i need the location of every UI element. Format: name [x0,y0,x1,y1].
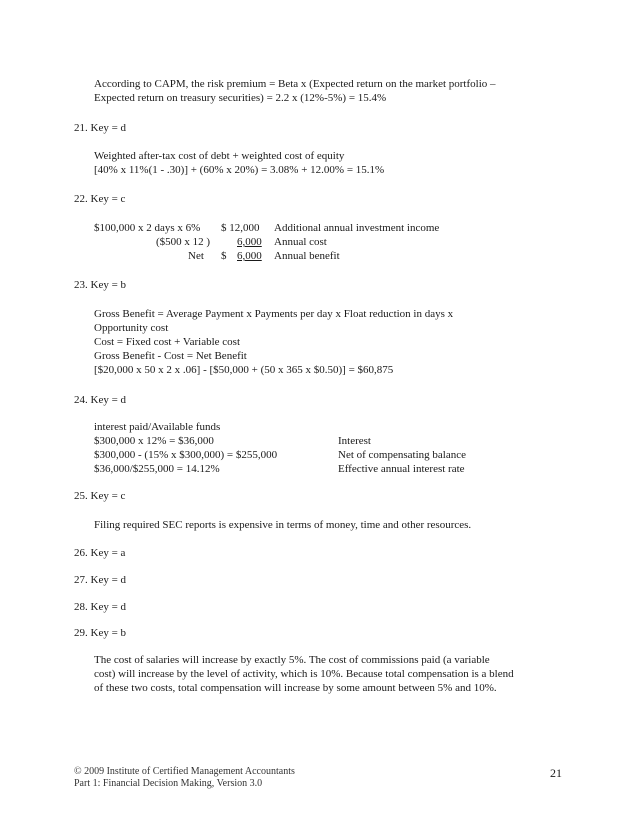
q24-line-1: interest paid/Available funds [94,421,221,433]
answer-key-25: 25. Key = c [74,490,126,502]
q22-row-3-desc: Annual benefit [274,250,340,262]
footer-copyright: © 2009 Institute of Certified Management Accountants [74,766,295,777]
q23-line-1: Gross Benefit = Average Payment x Payments per day x Float reduction in days x [94,308,454,320]
q23-line-5: [$20,000 x 50 x 2 x .06] - [$50,000 + (50 x 365 x $0.50)] = $60,875 [94,364,394,376]
q24-row-1-desc: Interest [338,435,371,447]
answer-key-26: 26. Key = a [74,547,126,559]
answer-key-23: 23. Key = b [74,279,127,291]
q23-line-4: Gross Benefit - Cost = Net Benefit [94,350,247,362]
q22-row-1-calc: $100,000 x 2 days x 6% [94,222,201,234]
q29-line-2: cost) will increase by the level of activity, which is 10%. Because total compensation is a blend [94,668,514,680]
q21-line-2: [40% x 11%(1 - .30)] + (60% x 20%) = 3.08% + 12.00% = 15.1% [94,164,385,176]
q23-line-2: Opportunity cost [94,322,169,334]
q24-row-1-calc: $300,000 x 12% = $36,000 [94,435,214,447]
intro-line-2: Expected return on treasury securities) = 2.2 x (12%-5%) = 15.4% [94,92,387,104]
q22-row-3-dollar: $ [221,250,227,262]
q24-row-3-desc: Effective annual interest rate [338,463,465,475]
answer-key-28: 28. Key = d [74,601,127,613]
q23-line-3: Cost = Fixed cost + Variable cost [94,336,241,348]
answer-key-29: 29. Key = b [74,627,127,639]
answer-key-21: 21. Key = d [74,122,127,134]
q22-row-2-calc: ($500 x 12 ) [156,236,211,248]
q22-row-1-desc: Additional annual investment income [274,222,440,234]
q22-row-2-desc: Annual cost [274,236,327,248]
intro-line-1: According to CAPM, the risk premium = Beta x (Expected return on the market portfolio – [94,78,496,90]
q22-row-1-amount: $ 12,000 [221,222,260,234]
q24-row-2-calc: $300,000 - (15% x $300,000) = $255,000 [94,449,278,461]
q29-line-3: of these two costs, total compensation will increase by some amount between 5% and 10%. [94,682,497,694]
q22-row-2-amount: 6,000 [237,236,262,248]
q24-row-3-calc: $36,000/$255,000 = 14.12% [94,463,220,475]
page-number: 21 [550,766,562,780]
answer-key-24: 24. Key = d [74,394,127,406]
q22-row-3-label: Net [188,250,204,262]
q24-row-2-desc: Net of compensating balance [338,449,466,461]
q21-line-1: Weighted after-tax cost of debt + weighted cost of equity [94,150,345,162]
answer-key-22: 22. Key = c [74,193,126,205]
footer-part: Part 1: Financial Decision Making, Version 3.0 [74,778,263,789]
q22-row-3-amount: 6,000 [237,250,262,262]
answer-key-27: 27. Key = d [74,574,127,586]
q29-line-1: The cost of salaries will increase by exactly 5%. The cost of commissions paid (a variable [94,654,490,666]
q25-line-1: Filing required SEC reports is expensive in terms of money, time and other resources. [94,519,472,531]
